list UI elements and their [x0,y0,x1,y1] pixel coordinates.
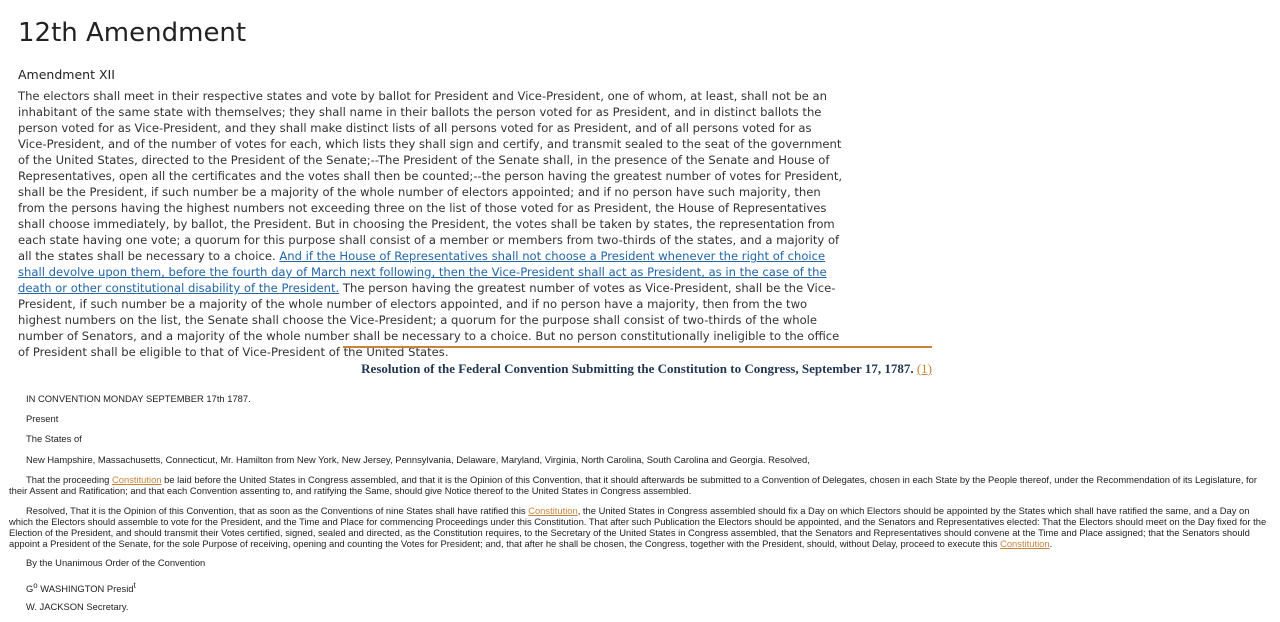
resolution-paragraph-1 [9,474,1271,496]
present-label: Present [26,413,59,424]
section-divider [343,346,932,348]
text: , the United States in Congress assembled should fix a Day on which Electors should be appointed by the States which shall have ratified the same, and a Day on which the Electors should assemble to vote for the President, and the Time and Place for commencing Proceedings under this Constitution. That after such Publication the Electors should be appointed, and the Senators and Representatives elected: That the Electors should meet on the Day fixed for the Election of the President, and should transmit their Votes certified, signed, sealed and directed, as the Constitution requires, to the Secretary of the United States in Congress assembled, that the Senators and Representatives should convene at the Time and Place assigned; that the Senators should appoint a President of the Senate, for the sole Purpose of receiving, opening and counting the Votes for President; and, that after he shall be chosen, the Congress, together with the President, should, without Delay, proceed to execute this [9,505,1267,549]
states-of-label: The States of [26,433,82,444]
amendment-superseded-link[interactable]: And if the House of Representatives shall not choose a President whenever the right of choice shall devolve upon them, before the fourth day of March next following, then the Vice-President shall act as President, as in the case of the death or other constitutional disability of the President. [18,249,827,295]
page-title: 12th Amendment [18,18,247,48]
order-line: By the Unanimous Order of the Convention [26,557,206,568]
states-list: New Hampshire, Massachusetts, Connecticut, Mr. Hamilton from New York, New Jersey, Pennsylvania, Delaware, Maryland, Virginia, North Carolina, South Carolina and Georgia. Resolved, [26,454,810,465]
text: G [26,583,34,595]
resolution-title [343,361,932,377]
amendment-text [18,88,843,360]
text: o [33,581,38,590]
text: t [133,581,136,590]
amendment-text-part: The electors shall meet in their respective states and vote by ballot for President and Vice-President, one of whom, at least, shall not be an inhabitant of the same state with themselves; they shall name in their ballots the person voted for as President, and in distinct ballots the person voted for as Vice-President, and they shall make distinct lists of all persons voted for as President, and of all persons voted for as Vice-President, and of the number of votes for each, which lists they shall sign and certify, and transmit sealed to the seat of the government of the United States, directed to the President of the Senate;--The President of the Senate shall, in the presence of the Senate and House of Representatives, open all the certificates and the votes shall then be counted;--the person having the greatest number of votes for President, shall be the President, if such number be a majority of the whole number of electors appointed; and if no person have such majority, then from the persons having the highest numbers not exceeding three on the list of those voted for as President, the House of Representatives shall choose immediately, by ballot, the President. But in choosing the President, the votes shall be taken by states, the representation from each state having one vote; a quorum for this purpose shall consist of a member or members from two-thirds of the states, and a majority of all the states shall be necessary to a choice. [18,89,843,263]
signature-washington [26,580,136,594]
text: . [1049,538,1053,549]
amendment-subtitle: Amendment XII [18,67,115,82]
constitution-link[interactable]: Constitution [1000,538,1050,549]
constitution-link[interactable]: Constitution [112,474,162,485]
text: be laid before the United States in Congress assembled, and that it is the Opinion of this Convention, that it should afterwards be submitted to a Convention of Delegates, chosen in each State by the People thereof, under the Recommendation of its Legislature, for their Assent and Ratification; and that each Convention assenting to, and ratifying the Same, should give Notice thereof to the United States in Congress assembled. [9,474,1257,496]
text: That the proceeding [26,474,112,485]
convention-date: IN CONVENTION MONDAY SEPTEMBER 17th 1787. [26,393,251,404]
footnote-link[interactable]: (1) [916,361,932,376]
resolution-paragraph-2 [9,505,1271,549]
resolution-title-text: Resolution of the Federal Convention Submitting the Constitution to Congress, September 17, 1787. [361,361,914,376]
signature-jackson: W. JACKSON Secretary. [26,601,129,612]
text: WASHINGTON Presid [37,583,134,595]
text: Resolved, That it is the Opinion of this Convention, that as soon as the Conventions of nine States shall have ratified this [26,505,529,516]
amendment-text-part: The person having the greatest number of votes as Vice-President, shall be the Vice-President, if such number be a majority of the whole number of electors appointed, and if no person have a majority, then from the two highest numbers on the list, the Senate shall choose the Vice-President; a quorum for the purpose shall consist of two-thirds of the whole number of Senators, and a majority of the whole number shall be necessary to a choice. But no person constitutionally ineligible to the office of President shall be eligible to that of Vice-President of the United States. [18,281,840,359]
constitution-link[interactable]: Constitution [528,505,578,516]
